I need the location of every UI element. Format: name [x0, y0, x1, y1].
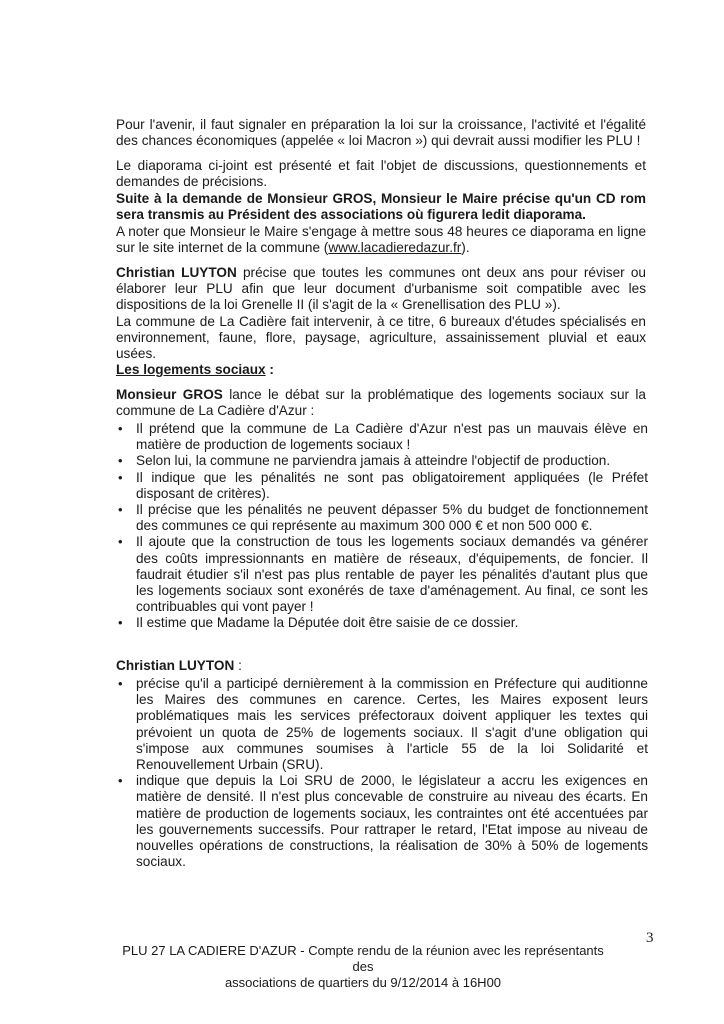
bullet-icon: • — [118, 502, 123, 518]
paragraph-text: lance le débat sur la problématique des logements sociaux sur la commune de La Cadière d'Azur : — [116, 387, 646, 419]
paragraph-cd-rom — [116, 191, 646, 223]
list-item-text: Il indique que les pénalités ne sont pas obligatoirement appliquées (le Préfet disposant de critères). — [136, 469, 648, 501]
bullet-icon: • — [118, 773, 123, 789]
bullet-icon: • — [118, 676, 123, 691]
bullet-icon: • — [118, 421, 123, 436]
speaker-suffix: : — [234, 658, 242, 673]
paragraph-bureaux-etudes — [116, 314, 646, 363]
list-item — [116, 502, 648, 534]
paragraph-gros-intro — [116, 387, 646, 419]
list-item-text: Selon lui, la commune ne parviendra jamais à atteindre l'objectif de production. — [136, 453, 611, 469]
paragraph-text: La commune de La Cadière fait intervenir, à ce titre, 6 bureaux d'études spécialisés en environnement, faune, flore, paysage, agriculture, assainissement pluvial et eaux usées. — [116, 314, 646, 362]
paragraph-loi-macron — [116, 117, 646, 149]
speaker-name: Christian LUYTON — [116, 658, 235, 673]
paragraph-diaporama — [116, 158, 646, 190]
section-heading-logements — [116, 362, 646, 378]
website-link[interactable]: www.lacadieredazur.fr — [328, 240, 462, 256]
list-item — [116, 676, 648, 773]
list-item-text: précise qu'il a participé dernièrement à la commission en Préfecture qui auditionne les Maires des communes en carence. Certes, les Maires exposent leurs problématiques mais les services préfectoraux doivent appliquer les textes qui prévoient un quota de 25% de logements sociaux. Il s'agit d'une obligation qui s'impose aux communes soumises à l'article 55 de la loi Solidarité et Renouvellement Urbain (SRU). — [136, 676, 648, 773]
page-number: 3 — [646, 930, 654, 946]
list-item — [116, 773, 648, 870]
list-item-text: Il prétend que la commune de La Cadière d'Azur n'est pas un mauvais élève en matière de production de logements sociaux ! — [136, 421, 648, 453]
paragraph-text-bold: Suite à la demande de Monsieur GROS, Monsieur le Maire précise qu'un CD rom sera transmis au Président des associations où figurera ledit diaporama. — [116, 191, 646, 223]
bullet-list-luyton — [116, 676, 648, 870]
list-item — [116, 534, 648, 615]
paragraph-grenelle — [116, 265, 646, 314]
section-heading: Les logements sociaux — [116, 362, 266, 377]
bullet-icon: • — [118, 615, 123, 631]
list-item — [116, 470, 648, 502]
bullet-list-gros — [116, 421, 648, 632]
list-item — [116, 421, 648, 453]
paragraph-text: A noter que Monsieur le Maire s'engage à mettre sous 48 heures ce diaporama en ligne sur le site internet de la commune ( — [116, 224, 646, 256]
bullet-icon: • — [118, 469, 123, 485]
footer-line: associations de quartiers du 9/12/2014 à 16H00 — [224, 975, 502, 990]
list-item-text: Il estime que Madame la Députée doit être saisie de ce dossier. — [136, 615, 519, 631]
section-heading-suffix: : — [265, 362, 274, 377]
speaker-name: Christian LUYTON — [116, 265, 237, 280]
list-item-text: Il précise que les pénalités ne peuvent dépasser 5% du budget de fonctionnement des communes ce qui représente au maximum 300 000 € et non 500 000 €. — [136, 502, 648, 534]
paragraph-text: précise que toutes les communes ont deux ans pour réviser ou élaborer leur PLU afin que leur document d'urbanisme soit compatible avec les dispositions de la loi Grenelle II (il s'agit de la « Grenellisation des PLU »). — [116, 265, 646, 313]
paragraph-text: Pour l'avenir, il faut signaler en préparation la loi sur la croissance, l'activité et l'égalité des chances économiques (appelée « loi Macron ») qui devrait aussi modifier les PLU ! — [116, 117, 646, 149]
paragraph-text: Le diaporama ci-joint est présenté et fait l'objet de discussions, questionnements et demandes de précisions. — [116, 158, 646, 190]
speaker-name: Monsieur GROS — [116, 387, 223, 402]
bullet-icon: • — [118, 534, 123, 550]
list-item-text: Il ajoute que la construction de tous les logements sociaux demandés va générer des coûts impressionnants en matière de réseaux, d'équipements, de foncier. Il faudrait étudier s'il n'est pas plus rentable de payer les pénalités d'autant plus que les logements sociaux sont exonérés de taxe d'aménagement. Au final, ce sont les contribuables qui vont payer ! — [136, 534, 648, 615]
page-footer — [118, 943, 608, 991]
paragraph-text-end: ). — [461, 240, 470, 256]
bullet-icon: • — [118, 453, 123, 469]
list-item — [116, 615, 648, 631]
speaker-heading-luyton — [116, 658, 646, 674]
paragraph-mise-en-ligne — [116, 224, 646, 256]
footer-line: PLU 27 LA CADIERE D'AZUR - Compte rendu de la réunion avec les représentants des — [122, 943, 604, 974]
list-item — [116, 453, 648, 469]
list-item-text: indique que depuis la Loi SRU de 2000, le législateur a accru les exigences en matière de densité. Il n'est plus concevable de construire au niveau des écarts. En matière de production de logements sociaux, les contraintes ont été accentuées par les gouvernements successifs. Pour rattraper le retard, l'Etat impose au niveau de nouvelles opérations de constructions, la réalisation de 30% à 50% de logements sociaux. — [136, 773, 648, 870]
